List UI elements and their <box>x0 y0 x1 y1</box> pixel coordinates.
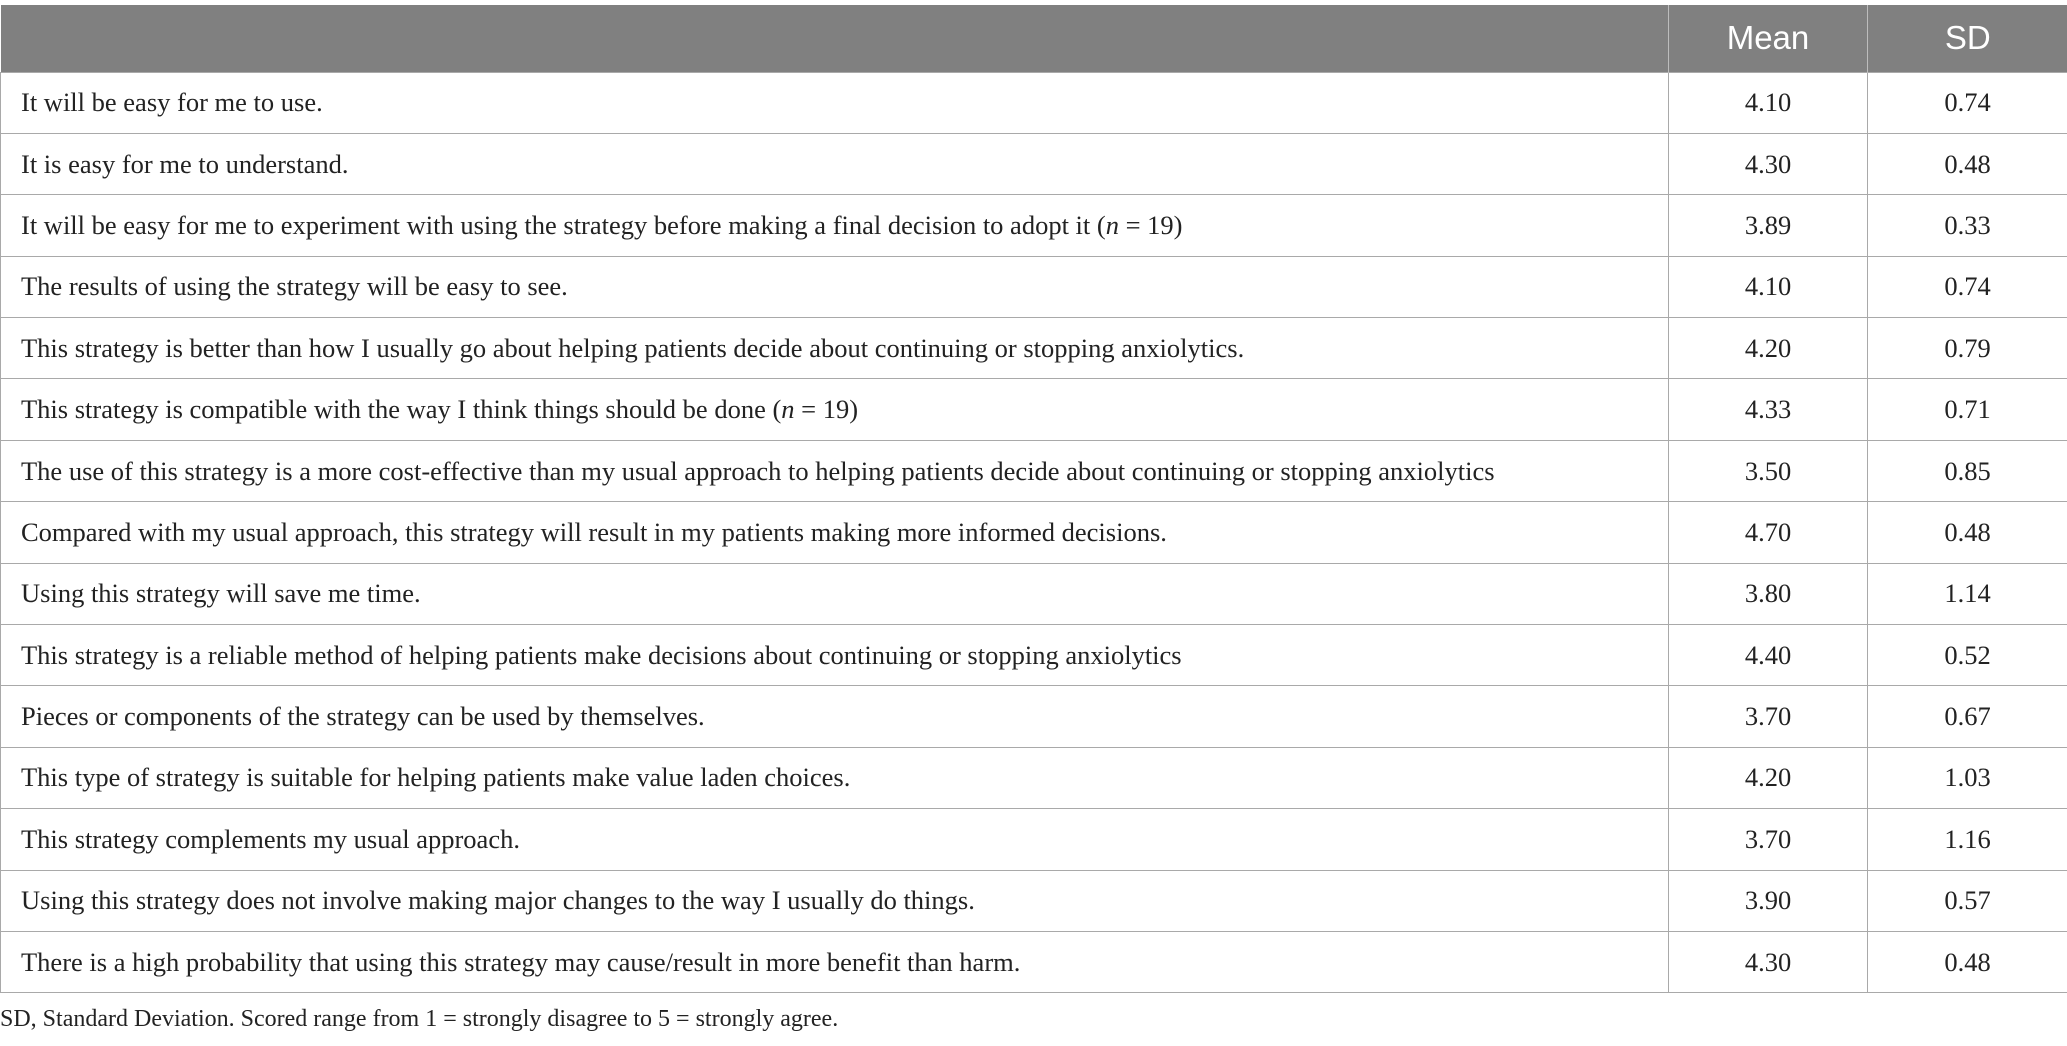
mean-cell: 4.70 <box>1669 502 1868 563</box>
table-row <box>1 440 2067 501</box>
sd-cell: 0.79 <box>1868 318 2067 379</box>
item-cell: There is a high probability that using this strategy may cause/result in more benefit than harm. <box>1 931 1669 992</box>
sd-cell: 0.71 <box>1868 379 2067 440</box>
mean-cell: 4.10 <box>1669 72 1868 133</box>
sd-cell: 0.67 <box>1868 686 2067 747</box>
table-row <box>1 72 2067 133</box>
results-table-container <box>0 5 2067 993</box>
item-cell: It will be easy for me to use. <box>1 72 1669 133</box>
table-row <box>1 870 2067 931</box>
table-row <box>1 256 2067 317</box>
table-row <box>1 809 2067 870</box>
item-cell: Pieces or components of the strategy can be used by themselves. <box>1 686 1669 747</box>
item-cell: The use of this strategy is a more cost-effective than my usual approach to helping patients decide about continuing or stopping anxiolytics <box>1 440 1669 501</box>
sd-cell: 1.16 <box>1868 809 2067 870</box>
mean-cell: 4.10 <box>1669 256 1868 317</box>
sd-cell: 0.85 <box>1868 440 2067 501</box>
header-item <box>1 5 1669 72</box>
mean-cell: 4.40 <box>1669 625 1868 686</box>
item-cell <box>1 195 1669 256</box>
item-text: It will be easy for me to experiment with using the strategy before making a final decision to adopt it ( <box>21 209 1106 240</box>
table-footnote: SD, Standard Deviation. Scored range from 1 = strongly disagree to 5 = strongly agree. <box>0 1006 839 1032</box>
table-row <box>1 931 2067 992</box>
sd-cell: 0.48 <box>1868 133 2067 194</box>
header-sd: SD <box>1868 5 2067 72</box>
sd-cell: 0.57 <box>1868 870 2067 931</box>
table-row <box>1 563 2067 624</box>
mean-cell: 4.20 <box>1669 747 1868 808</box>
table-header <box>1 5 2067 72</box>
item-cell: Using this strategy does not involve making major changes to the way I usually do things. <box>1 870 1669 931</box>
sd-cell: 1.14 <box>1868 563 2067 624</box>
sd-cell: 1.03 <box>1868 747 2067 808</box>
item-cell: Compared with my usual approach, this strategy will result in my patients making more informed decisions. <box>1 502 1669 563</box>
sd-cell: 0.33 <box>1868 195 2067 256</box>
mean-cell: 3.89 <box>1669 195 1868 256</box>
sd-cell: 0.74 <box>1868 72 2067 133</box>
mean-cell: 4.30 <box>1669 931 1868 992</box>
sd-cell: 0.48 <box>1868 931 2067 992</box>
item-cell: This type of strategy is suitable for helping patients make value laden choices. <box>1 747 1669 808</box>
mean-cell: 3.70 <box>1669 686 1868 747</box>
table-row <box>1 318 2067 379</box>
item-cell: This strategy is a reliable method of helping patients make decisions about continuing or stopping anxiolytics <box>1 625 1669 686</box>
table-row <box>1 502 2067 563</box>
item-cell: This strategy is better than how I usually go about helping patients decide about continuing or stopping anxiolytics. <box>1 318 1669 379</box>
header-row <box>1 5 2067 72</box>
mean-cell: 4.33 <box>1669 379 1868 440</box>
sd-cell: 0.74 <box>1868 256 2067 317</box>
mean-cell: 3.80 <box>1669 563 1868 624</box>
mean-cell: 3.50 <box>1669 440 1868 501</box>
mean-cell: 4.30 <box>1669 133 1868 194</box>
item-n-value: = 19) <box>794 394 859 425</box>
item-n-value: = 19) <box>1118 209 1183 240</box>
header-mean: Mean <box>1669 5 1868 72</box>
item-text: This strategy is compatible with the way I think things should be done ( <box>21 394 782 425</box>
table-row <box>1 195 2067 256</box>
mean-cell: 3.70 <box>1669 809 1868 870</box>
table-body <box>1 72 2067 993</box>
table-row <box>1 133 2067 194</box>
table-row <box>1 747 2067 808</box>
table-row <box>1 686 2067 747</box>
sd-cell: 0.52 <box>1868 625 2067 686</box>
table-row <box>1 625 2067 686</box>
table-row <box>1 379 2067 440</box>
mean-cell: 3.90 <box>1669 870 1868 931</box>
item-n-symbol: n <box>781 394 795 425</box>
results-table <box>0 5 2067 993</box>
item-cell <box>1 379 1669 440</box>
item-cell: Using this strategy will save me time. <box>1 563 1669 624</box>
item-n-symbol: n <box>1105 209 1119 240</box>
item-cell: It is easy for me to understand. <box>1 133 1669 194</box>
item-cell: This strategy complements my usual approach. <box>1 809 1669 870</box>
item-cell: The results of using the strategy will be easy to see. <box>1 256 1669 317</box>
sd-cell: 0.48 <box>1868 502 2067 563</box>
mean-cell: 4.20 <box>1669 318 1868 379</box>
